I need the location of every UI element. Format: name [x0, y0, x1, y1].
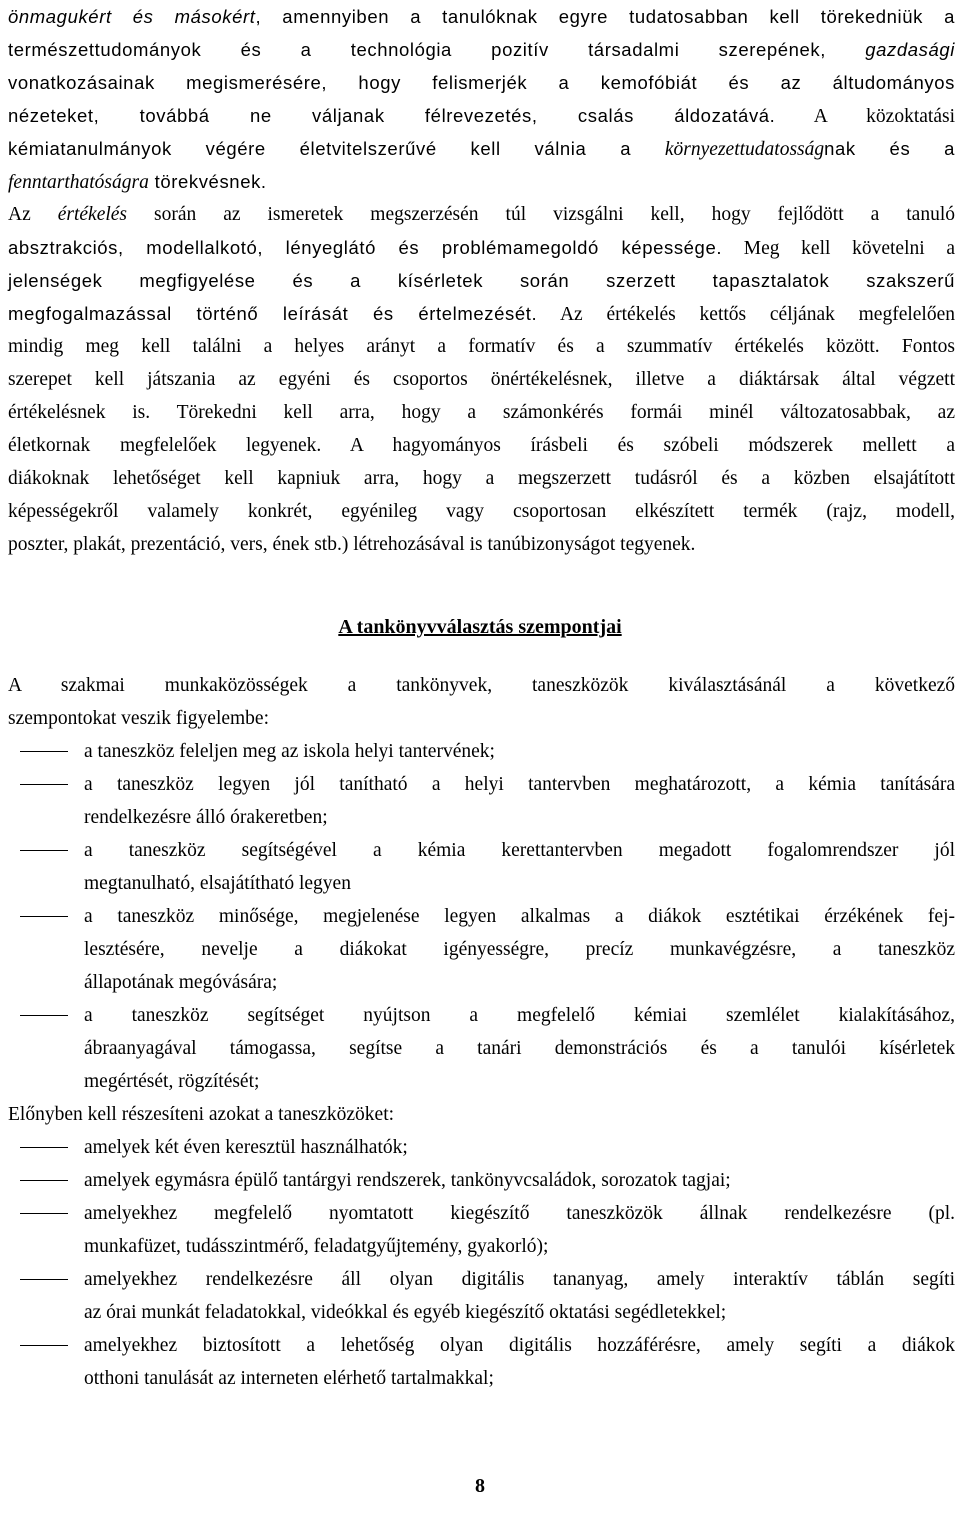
dash-bullet-icon	[20, 1180, 68, 1181]
intro-paragraph	[8, 669, 955, 735]
list-item: amelyekhez megfelelő nyomtatott kiegészítő taneszközök állnak rendelkezésre (pl. munkafüzet, tudásszintmérő, feladatgyűjtemény, gyakorló);	[8, 1197, 955, 1263]
section-heading: A tankönyvválasztás szempontjai	[338, 616, 622, 638]
body-paragraph	[8, 0, 955, 561]
criteria-list	[8, 735, 955, 1098]
list-item: a taneszköz legyen jól tanítható a helyi tantervben meghatározott, a kémia tanítására rendelkezésre álló órakeretben;	[8, 768, 955, 834]
page-number: 8	[475, 1475, 485, 1497]
list-item: a taneszköz feleljen meg az iskola helyi tantervének;	[8, 735, 955, 768]
list-item: a taneszköz segítséget nyújtson a megfelelő kémiai szemlélet kialakításához, ábraanyagával támogassa, segítse a tanári demonstrációs és a tanulói kísérletek megértését, rögzítését;	[8, 999, 955, 1098]
list-item: a taneszköz segítségével a kémia kerettantervben megadott fogalomrendszer jól megtanulható, elsajátítható legyen	[8, 834, 955, 900]
text-line: természettudományok és a technológia pozitív társadalmi szerepének, gazdasági	[8, 39, 955, 60]
dash-bullet-icon	[20, 751, 68, 752]
dash-bullet-icon	[20, 784, 68, 785]
text-line: szerepet kell játszania az egyéni és csoportos önértékelésnek, illetve a diáktársak által végzett	[8, 369, 955, 390]
dash-bullet-icon	[20, 1147, 68, 1148]
preference-heading: Előnyben kell részesíteni azokat a taneszközöket:	[8, 1104, 395, 1125]
text-line: jelenségek megfigyelése és a kísérletek során szerzett tapasztalatok szakszerű	[8, 270, 955, 291]
list-item: amelyek egymásra épülő tantárgyi rendszerek, tankönyvcsaládok, sorozatok tagjai;	[8, 1164, 955, 1197]
text-line: megfogalmazással történő leírását és értelmezését. Az értékelés kettős céljának megfelelően	[8, 303, 955, 325]
text-line: vonatkozásainak megismerésére, hogy felismerjék a kemofóbiát és az áltudományos	[8, 72, 955, 93]
preference-list	[8, 1131, 955, 1395]
text-line: nézeteket, továbbá ne váljanak félrevezetés, csalás áldozatává. A közoktatási	[8, 105, 955, 127]
text-line: absztrakciós, modellalkotó, lényeglátó és problémamegoldó képessége. Meg kell követelni a	[8, 237, 955, 259]
text-line: önmagukért és másokért, amennyiben a tanulóknak egyre tudatosabban kell törekedniük a	[8, 6, 955, 27]
text-line: életkornak megfelelőek legyenek. A hagyományos írásbeli és szóbeli módszerek mellett a	[8, 435, 956, 456]
text-line: fenntarthatóságra törekvésnek.	[8, 171, 267, 193]
dash-bullet-icon	[20, 1279, 68, 1280]
dash-bullet-icon	[20, 1015, 68, 1016]
text-line: A szakmai munkaközösségek a tankönyvek, taneszközök kiválasztásánál a következő	[8, 675, 955, 696]
dash-bullet-icon	[20, 1213, 68, 1214]
list-item: amelyekhez biztosított a lehetőség olyan digitális hozzáférésre, amely segíti a diákok otthoni tanulását az interneten elérhető tartalmakkal;	[8, 1329, 955, 1395]
dash-bullet-icon	[20, 850, 68, 851]
text-line: szempontokat veszik figyelembe:	[8, 708, 270, 729]
text-line: mindig meg kell találni a helyes arányt a formatív és a szummatív értékelés között. Fontos	[8, 336, 955, 357]
text-line: képességekről valamely konkrét, egyénileg vagy csoportosan elkészített termék (rajz, modell,	[8, 501, 955, 522]
list-item: amelyekhez rendelkezésre áll olyan digitális tananyag, amely interaktív táblán segíti az órai munkát feladatokkal, videókkal és egyéb kiegészítő oktatási segédletekkel;	[8, 1263, 955, 1329]
list-item: a taneszköz minősége, megjelenése legyen alkalmas a diákok esztétikai érzékének fej- lesztésére, nevelje a diákokat igényességre, precíz munkavégzésre, a taneszköz állapotának megóvására;	[8, 900, 955, 999]
text-line: diákoknak lehetőséget kell kapniuk arra, hogy a megszerzett tudásról és a közben elsajátított	[8, 468, 955, 489]
dash-bullet-icon	[20, 916, 68, 917]
list-item: amelyek két éven keresztül használhatók;	[8, 1131, 955, 1164]
text-line: poszter, plakát, prezentáció, vers, ének stb.) létrehozásával is tanúbizonyságot tegyenek.	[8, 534, 696, 555]
dash-bullet-icon	[20, 1345, 68, 1346]
text-line: értékelésnek is. Törekedni kell arra, hogy a számonkérés formái minél változatosabbak, az	[8, 402, 955, 423]
text-line: Az értékelés során az ismeretek megszerzésén túl vizsgálni kell, hogy fejlődött a tanuló	[8, 204, 955, 225]
text-line: kémiatanulmányok végére életvitelszerűvé kell válnia a környezettudatosságnak és a	[8, 138, 955, 160]
